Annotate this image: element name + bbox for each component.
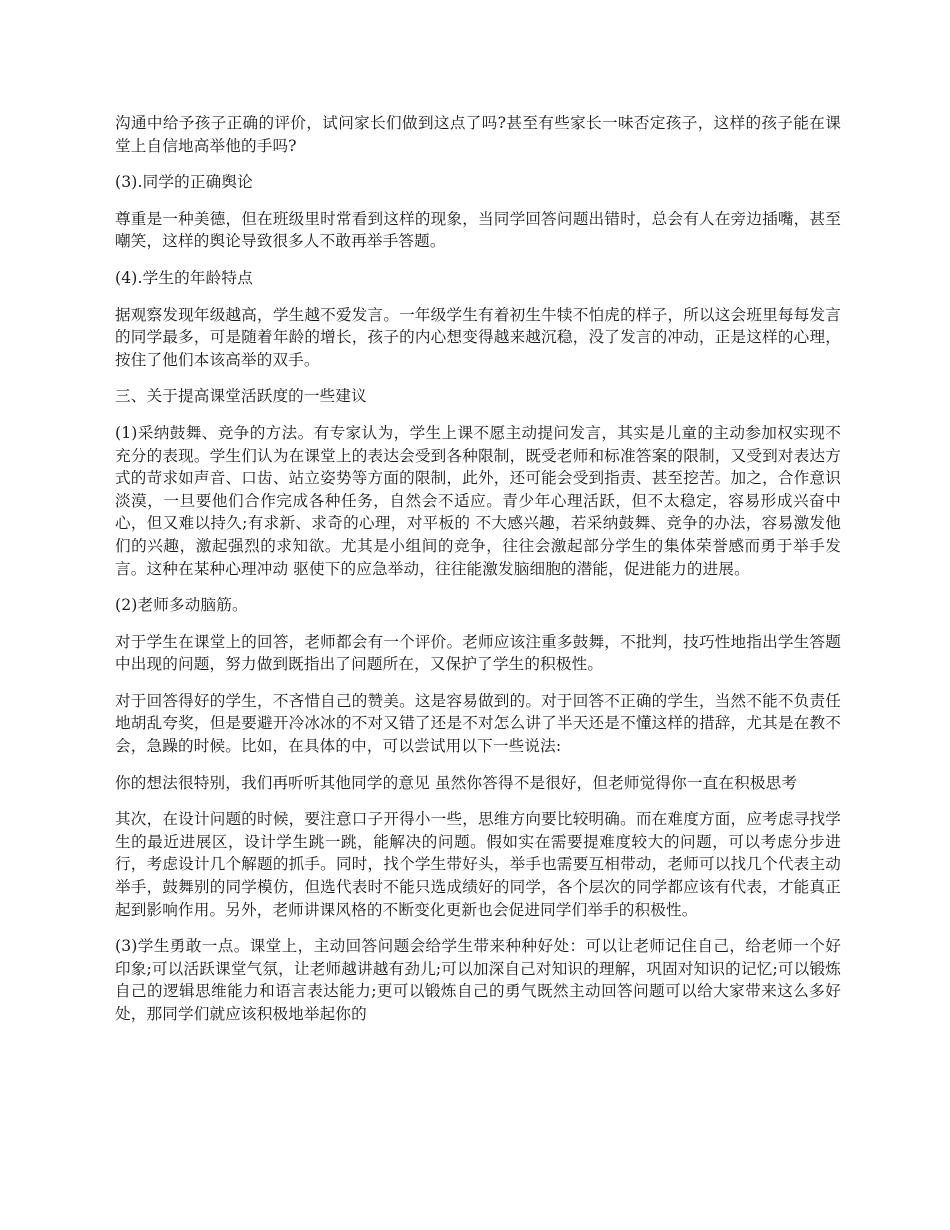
paragraph-intro-continuation: 沟通中给予孩子正确的评价，试问家长们做到这点了吗?甚至有些家长一味否定孩子，这样的孩子能在课堂上自信地高举他的手吗? — [115, 114, 841, 155]
section-heading-suggestions: 三、关于提高课堂活跃度的一些建议 — [115, 387, 367, 406]
paragraph-peer-opinion: 尊重是一种美德，但在班级里时常看到这样的现象，当同学回答问题出错时，总会有人在旁边插嘴，甚至嘲笑，这样的舆论导致很多人不敢再举手答题。 — [115, 209, 841, 251]
section-heading-teacher-effort: (2)老师多动脑筋。 — [115, 596, 248, 615]
paragraph-praise: 对于回答得好的学生，不吝惜自己的赞美。这是容易做到的。对于回答不正确的学生，当然不能不负责任地胡乱夸奖，但是要避开冷冰冰的不对又错了还是不对怎么讲了半天还是不懂这样的措辞，尤其是在教不会，急躁的时候。比如，在具体的中，可以尝试用以下一些说法: — [115, 691, 841, 756]
paragraph-question-design: 其次，在设计问题的时候，要注意口子开得小一些，思维方向要比较明确。而在难度方面，应考虑寻找学生的最近进展区，设计学生跳一跳，能解决的问题。假如实在需要提难度较大的问题，可以考虑分步进行，考虑设计几个解题的抓手。同时，找个学生带好头，举手也需要互相带动，老师可以找几个代表主动举手，鼓舞别的同学模仿，但选代表时不能只选成绩好的同学，各个层次的同学都应该有代表，才能真正起到影响作用。另外，老师讲课风格的不断变化更新也会促进同学们举手的积极性。 — [115, 810, 841, 919]
paragraph-suggestion-encourage-compete: (1)采纳鼓舞、竞争的方法。有专家认为，学生上课不愿主动提问发言，其实是儿童的主动参加权实现不充分的表现。学生们认为在课堂上的表达会受到各种限制，既受老师和标准答案的限制，又受到对表达方式的苛求如声音、口齿、站立姿势等方面的限制，此外，还可能会受到指责、甚至挖苦。加之，合作意识淡漠，一旦要他们合作完成各种任务，自然会不适应。青少年心理活跃，但不太稳定，容易形成兴奋中心，但又难以持久;有求新、求奇的心理，对平板的 不大感兴趣，若采纳鼓舞、竞争的办法，容易激发他们的兴趣，激起强烈的求知欲。尤其是小组间的竞争，往往会激起部分学生的集体荣誉感而勇于举手发言。这种在某种心理冲动 驱使下的应急举动，往往能激发脑细胞的潜能，促进能力的进展。 — [115, 423, 841, 578]
section-heading-age-traits: (4).学生的年龄特点 — [115, 268, 253, 287]
paragraph-student-courage: (3)学生勇敢一点。课堂上，主动回答问题会给学生带来种种好处：可以让老师记住自己，给老师一个好印象;可以活跃课堂气氛，让老师越讲越有劲儿;可以加深自己对知识的理解，巩固对知识的记忆;可以锻炼自己的逻辑思维能力和语言表达能力;更可以锻炼自己的勇气既然主动回答问题可以给大家带来这么多好处，那同学们就应该积极地举起你的 — [115, 937, 841, 1023]
section-heading-peer-opinion: (3).同学的正确舆论 — [115, 173, 253, 192]
paragraph-teacher-evaluation: 对于学生在课堂上的回答，老师都会有一个评价。老师应该注重多鼓舞，不批判，技巧性地指出学生答题中出现的问题，努力做到既指出了问题所在，又保护了学生的积极性。 — [115, 632, 841, 674]
document-body — [115, 112, 841, 1040]
paragraph-example-phrases: 你的想法很特别，我们再听听其他同学的意见 虽然你答得不是很好，但老师觉得你一直在积极思考 — [115, 773, 798, 792]
paragraph-age-traits: 据观察发现年级越高，学生越不爱发言。一年级学生有着初生牛犊不怕虎的样子，所以这会班里每每发言的同学最多，可是随着年龄的增长，孩子的内心想变得越来越沉稳，没了发言的冲动，正是这样的心理，按住了他们本该高举的双手。 — [115, 305, 841, 369]
